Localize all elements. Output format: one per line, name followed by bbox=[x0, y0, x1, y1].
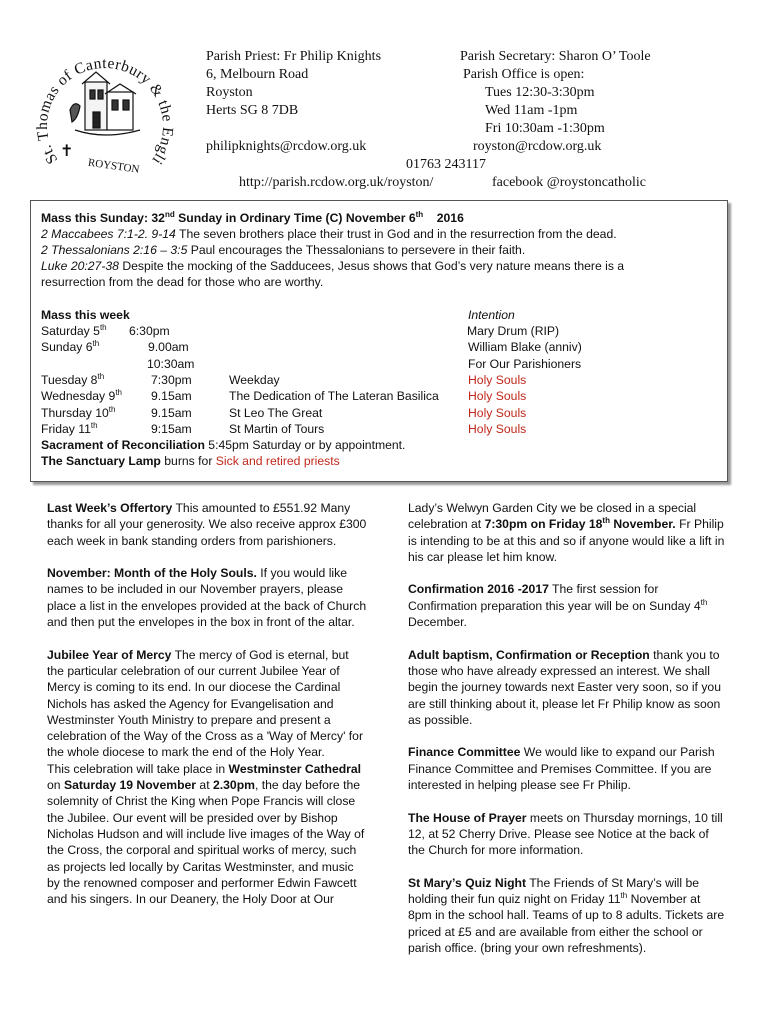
mass-week-heading: Mass this week bbox=[41, 308, 130, 322]
left-column bbox=[47, 500, 367, 924]
gospel-line-1: Luke 20:27-38 Despite the mocking of the Sadducees, Jesus shows that God’s very nature means there is a bbox=[41, 259, 625, 273]
mass-time: 9.15am bbox=[151, 405, 192, 420]
address-line-2: Royston bbox=[206, 85, 253, 100]
adult-baptism-notice: Adult baptism, Confirmation or Reception thank you to those who have already expressed an interest. We shall begin the journey towards next Easter very soon, so if you are still thinking about it, please let Fr Philip know as soon as possible. bbox=[408, 647, 721, 727]
mass-times-box bbox=[30, 200, 728, 482]
church-drawing-icon bbox=[70, 72, 140, 135]
phone-number: 01763 243117 bbox=[406, 157, 486, 172]
holy-souls-notice: November: Month of the Holy Souls. If you would like names to be included in our November prayers, please place a list in the envelopes provided at the back of Church and then put the envelopes in the box in front of the altar. bbox=[47, 566, 367, 630]
mass-intention: Holy Souls bbox=[468, 372, 527, 387]
office-open-line: Parish Office is open: bbox=[463, 67, 585, 82]
office-hours-1: Tues 12:30-3:30pm bbox=[485, 85, 595, 100]
reading-1: 2 Maccabees 7:1-2. 9-14 The seven brothers place their trust in God and in the resurrection from the dead. bbox=[41, 227, 617, 241]
office-email-link[interactable]: royston@rcdow.org.uk bbox=[473, 139, 602, 154]
priest-line: Parish Priest: Fr Philip Knights bbox=[206, 49, 382, 64]
confirmation-notice: Confirmation 2016 -2017 The first session for Confirmation preparation this year will be on Sunday 4th December. bbox=[408, 582, 708, 630]
intention-heading: Intention bbox=[468, 308, 515, 322]
secretary-line: Parish Secretary: Sharon O’ Toole bbox=[460, 49, 651, 64]
mass-description: St Martin of Tours bbox=[229, 421, 325, 436]
mass-time: 7:30pm bbox=[151, 372, 192, 387]
reconciliation-line: Sacrament of Reconciliation 5:45pm Saturday or by appointment. bbox=[41, 438, 406, 452]
mass-description: St Leo The Great bbox=[229, 405, 323, 420]
mass-day: Friday 11th bbox=[41, 420, 98, 436]
mass-intention: William Blake (anniv) bbox=[468, 340, 582, 355]
mass-intention: For Our Parishioners bbox=[468, 356, 582, 371]
jubilee-notice: Jubilee Year of Mercy The mercy of God is eternal, but the particular celebration of our current Jubilee Year of Mercy is coming to its end. In our diocese the Cardinal Nichols has asked the Agency for Evangelisation and Westminster Youth Ministry to prepare and present a celebration of the Way of the Cross as a 'Way of Mercy' for the whole diocese to mark the end of the Holy Year. bbox=[47, 647, 364, 760]
house-of-prayer-notice: The House of Prayer meets on Thursday mornings, 10 till 12, at 52 Cherry Drive. Please see Notice at the back of the Church for more information. bbox=[408, 810, 723, 858]
reading-2: 2 Thessalonians 2:16 – 3:5 Paul encourages the Thessalonians to persevere in their faith. bbox=[41, 243, 526, 257]
mass-intention: Holy Souls bbox=[468, 421, 527, 436]
logo-cross-icon: ✝ bbox=[60, 143, 74, 160]
quiz-night-notice: St Mary’s Quiz Night The Friends of St Mary’s will be holding their fun quiz night on Friday 11th November at 8pm in the school hall. Teams of up to 8 adults. Tickets are priced at £5 and are available from either the school or parish office. (bring your own refreshments). bbox=[408, 875, 725, 956]
sanctuary-lamp-line: The Sanctuary Lamp burns for Sick and retired priests bbox=[41, 454, 340, 468]
mass-day: Saturday 5th bbox=[41, 322, 107, 338]
mass-day: Wednesday 9th bbox=[41, 388, 122, 404]
mass-time: 9:15am bbox=[151, 421, 192, 436]
jubilee-celebration-notice: This celebration will take place in Westminster Cathedral on Saturday 19 November at 2.30pm, the day before the solemnity of Christ the King when Pope Francis will close the Jubilee. Our event will be presided over by Bishop Nicholas Hudson and will include live images of the Way of the Cross, the corporal and spiritual works of mercy, such as projects led locally by Caritas Westminster, and music by the renowned composer and performer Edwin Fawcett and his singers. In our Deanery, the Holy Door at Our bbox=[47, 761, 365, 907]
mass-time: 6:30pm bbox=[129, 324, 170, 338]
mass-description: Weekday bbox=[229, 372, 280, 387]
address-line-1: 6, Melbourn Road bbox=[206, 67, 309, 82]
office-hours-3: Fri 10:30am -1:30pm bbox=[485, 121, 605, 136]
mass-time: 9.00am bbox=[148, 340, 189, 355]
parish-logo bbox=[30, 40, 180, 190]
office-hours-2: Wed 11am -1pm bbox=[485, 103, 578, 118]
mass-intention: Mary Drum (RIP) bbox=[467, 324, 560, 338]
offertory-notice: Last Week’s Offertory This amounted to £551.92 Many thanks for all your generosity. We also receive approx £300 each week in bank standing orders from parishioners. bbox=[47, 501, 367, 548]
mass-intention: Holy Souls bbox=[468, 389, 527, 404]
mass-time: 10:30am bbox=[147, 356, 195, 371]
mass-description: The Dedication of The Lateran Basilica bbox=[229, 389, 439, 404]
address-line-3: Herts SG 8 7DB bbox=[206, 103, 299, 118]
sunday-heading: Mass this Sunday: 32nd Sunday in Ordinary Time (C) November 6th 2016 bbox=[41, 209, 464, 225]
logo-town-text: ROYSTON bbox=[87, 156, 141, 176]
finance-committee-notice: Finance Committee We would like to expand our Parish Finance Committee and Premises Committee. If you are interested in helping please see Fr Philip. bbox=[408, 745, 715, 793]
right-column bbox=[408, 500, 726, 973]
mass-day: Sunday 6th bbox=[41, 339, 100, 355]
mass-time: 9.15am bbox=[151, 389, 192, 404]
website-link[interactable]: http://parish.rcdow.org.uk/royston/ bbox=[239, 175, 434, 190]
mass-day: Thursday 10th bbox=[41, 404, 116, 420]
facebook-link[interactable]: facebook @roystoncatholic bbox=[492, 175, 647, 190]
mass-intention: Holy Souls bbox=[468, 405, 527, 420]
priest-email-link[interactable]: philipknights@rcdow.org.uk bbox=[206, 139, 367, 154]
mass-day: Tuesday 8th bbox=[41, 371, 105, 387]
logo-ring-text: St. Thomas of Canterbury & the Engli bbox=[33, 55, 177, 168]
jubilee-continued: Lady’s Welwyn Garden City we be closed in a special celebration at 7:30pm on Friday 18th November. Fr Philip is intending to be at this and so if anyone would like a lift in his car please let him know. bbox=[408, 501, 725, 564]
gospel-line-2: resurrection from the dead for those who are worthy. bbox=[41, 275, 324, 289]
